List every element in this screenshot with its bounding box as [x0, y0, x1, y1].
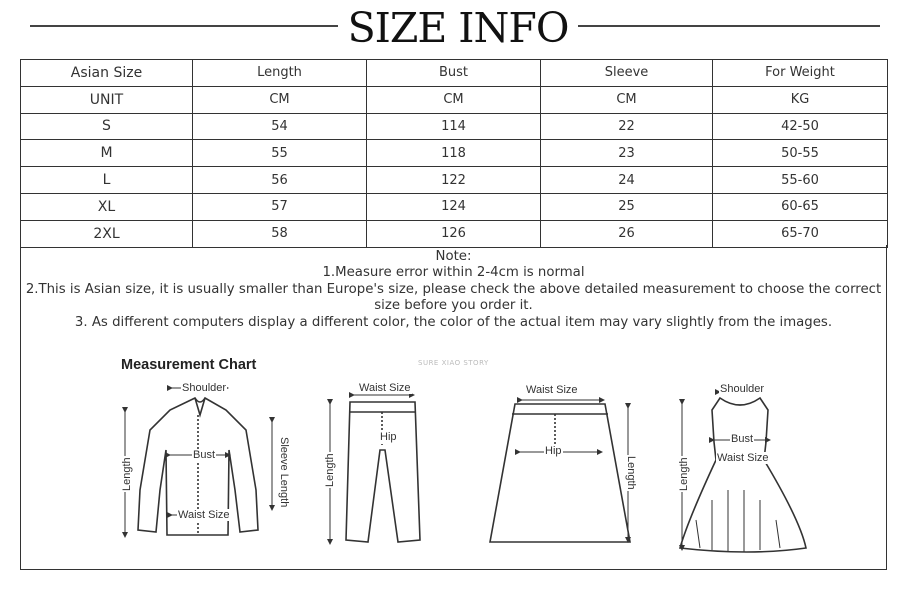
- skirt-length-label: Length: [625, 456, 637, 490]
- table-row: [21, 86, 888, 113]
- pants-length-label: Length: [324, 453, 336, 487]
- table-cell: 114: [367, 113, 541, 140]
- title-rule-right: [578, 25, 880, 27]
- shirt-waist-label: Waist Size: [178, 509, 230, 521]
- table-header-cell: For Weight: [713, 60, 888, 87]
- table-cell: 25: [541, 193, 713, 220]
- table-row: [21, 220, 888, 247]
- note-line-3: 3. As different computers display a different color, the color of the actual item may vary slightly from the images.: [74, 314, 833, 330]
- table-row: [21, 167, 888, 194]
- dress-shoulder-label: Shoulder: [720, 383, 765, 395]
- shirt-length-label: Length: [121, 457, 133, 491]
- table-cell: S: [21, 113, 193, 140]
- title-row: [0, 0, 905, 58]
- measurement-diagrams: [100, 370, 820, 570]
- table-cell: 54: [193, 113, 367, 140]
- table-cell: 57: [193, 193, 367, 220]
- pants-diagram: [330, 395, 420, 542]
- table-cell: 24: [541, 167, 713, 194]
- pants-hip-label: Hip: [380, 431, 397, 443]
- table-cell: 22: [541, 113, 713, 140]
- table-header-cell: Bust: [367, 60, 541, 87]
- watermark: SURE XIAO STORY: [418, 359, 489, 367]
- table-cell: 23: [541, 140, 713, 167]
- page-title: SIZE INFO: [347, 4, 569, 52]
- table-cell: M: [21, 140, 193, 167]
- table-header-cell: Sleeve: [541, 60, 713, 87]
- shirt-bust-label: Bust: [193, 449, 216, 461]
- title-rule-left: [30, 25, 338, 27]
- table-row: [21, 140, 888, 167]
- table-cell: L: [21, 167, 193, 194]
- table-cell: CM: [541, 86, 713, 113]
- dress-diagram: [680, 392, 806, 552]
- table-cell: 58: [193, 220, 367, 247]
- table-cell: KG: [713, 86, 888, 113]
- skirt-diagram: [490, 400, 630, 542]
- table-cell: UNIT: [21, 86, 193, 113]
- dress-waist-label: Waist Size: [717, 452, 769, 464]
- table-cell: 2XL: [21, 220, 193, 247]
- table-cell: CM: [367, 86, 541, 113]
- shirt-sleeve-label: Sleeve Length: [278, 437, 290, 508]
- skirt-waist-label: Waist Size: [526, 384, 578, 396]
- table-cell: 26: [541, 220, 713, 247]
- table-cell: 126: [367, 220, 541, 247]
- table-row: [21, 113, 888, 140]
- table-cell: 122: [367, 167, 541, 194]
- table-cell: CM: [193, 86, 367, 113]
- measurement-chart-title: Measurement Chart: [121, 357, 257, 373]
- table-cell: 124: [367, 193, 541, 220]
- dress-bust-label: Bust: [731, 433, 754, 445]
- table-cell: XL: [21, 193, 193, 220]
- table-cell: 118: [367, 140, 541, 167]
- table-cell: 60-65: [713, 193, 888, 220]
- table-header-row: [21, 60, 888, 87]
- table-row: [21, 193, 888, 220]
- table-header-cell: Asian Size: [21, 60, 193, 87]
- table-cell: 50-55: [713, 140, 888, 167]
- pants-waist-label: Waist Size: [359, 382, 411, 394]
- table-header-cell: Length: [193, 60, 367, 87]
- shirt-shoulder-label: Shoulder: [182, 382, 227, 394]
- table-cell: 42-50: [713, 113, 888, 140]
- size-table: [20, 59, 888, 248]
- skirt-hip-label: Hip: [545, 445, 562, 457]
- note-line-2: 2.This is Asian size, it is usually smaller than Europe's size, please check the above detailed measurement to choose the correct size before you order it.: [25, 281, 882, 314]
- table-cell: 55: [193, 140, 367, 167]
- table-cell: 55-60: [713, 167, 888, 194]
- table-cell: 65-70: [713, 220, 888, 247]
- table-cell: 56: [193, 167, 367, 194]
- note-line-1: 1.Measure error within 2-4cm is normal: [322, 265, 585, 281]
- dress-length-label: Length: [678, 457, 690, 491]
- notes-heading: Note:: [435, 249, 472, 264]
